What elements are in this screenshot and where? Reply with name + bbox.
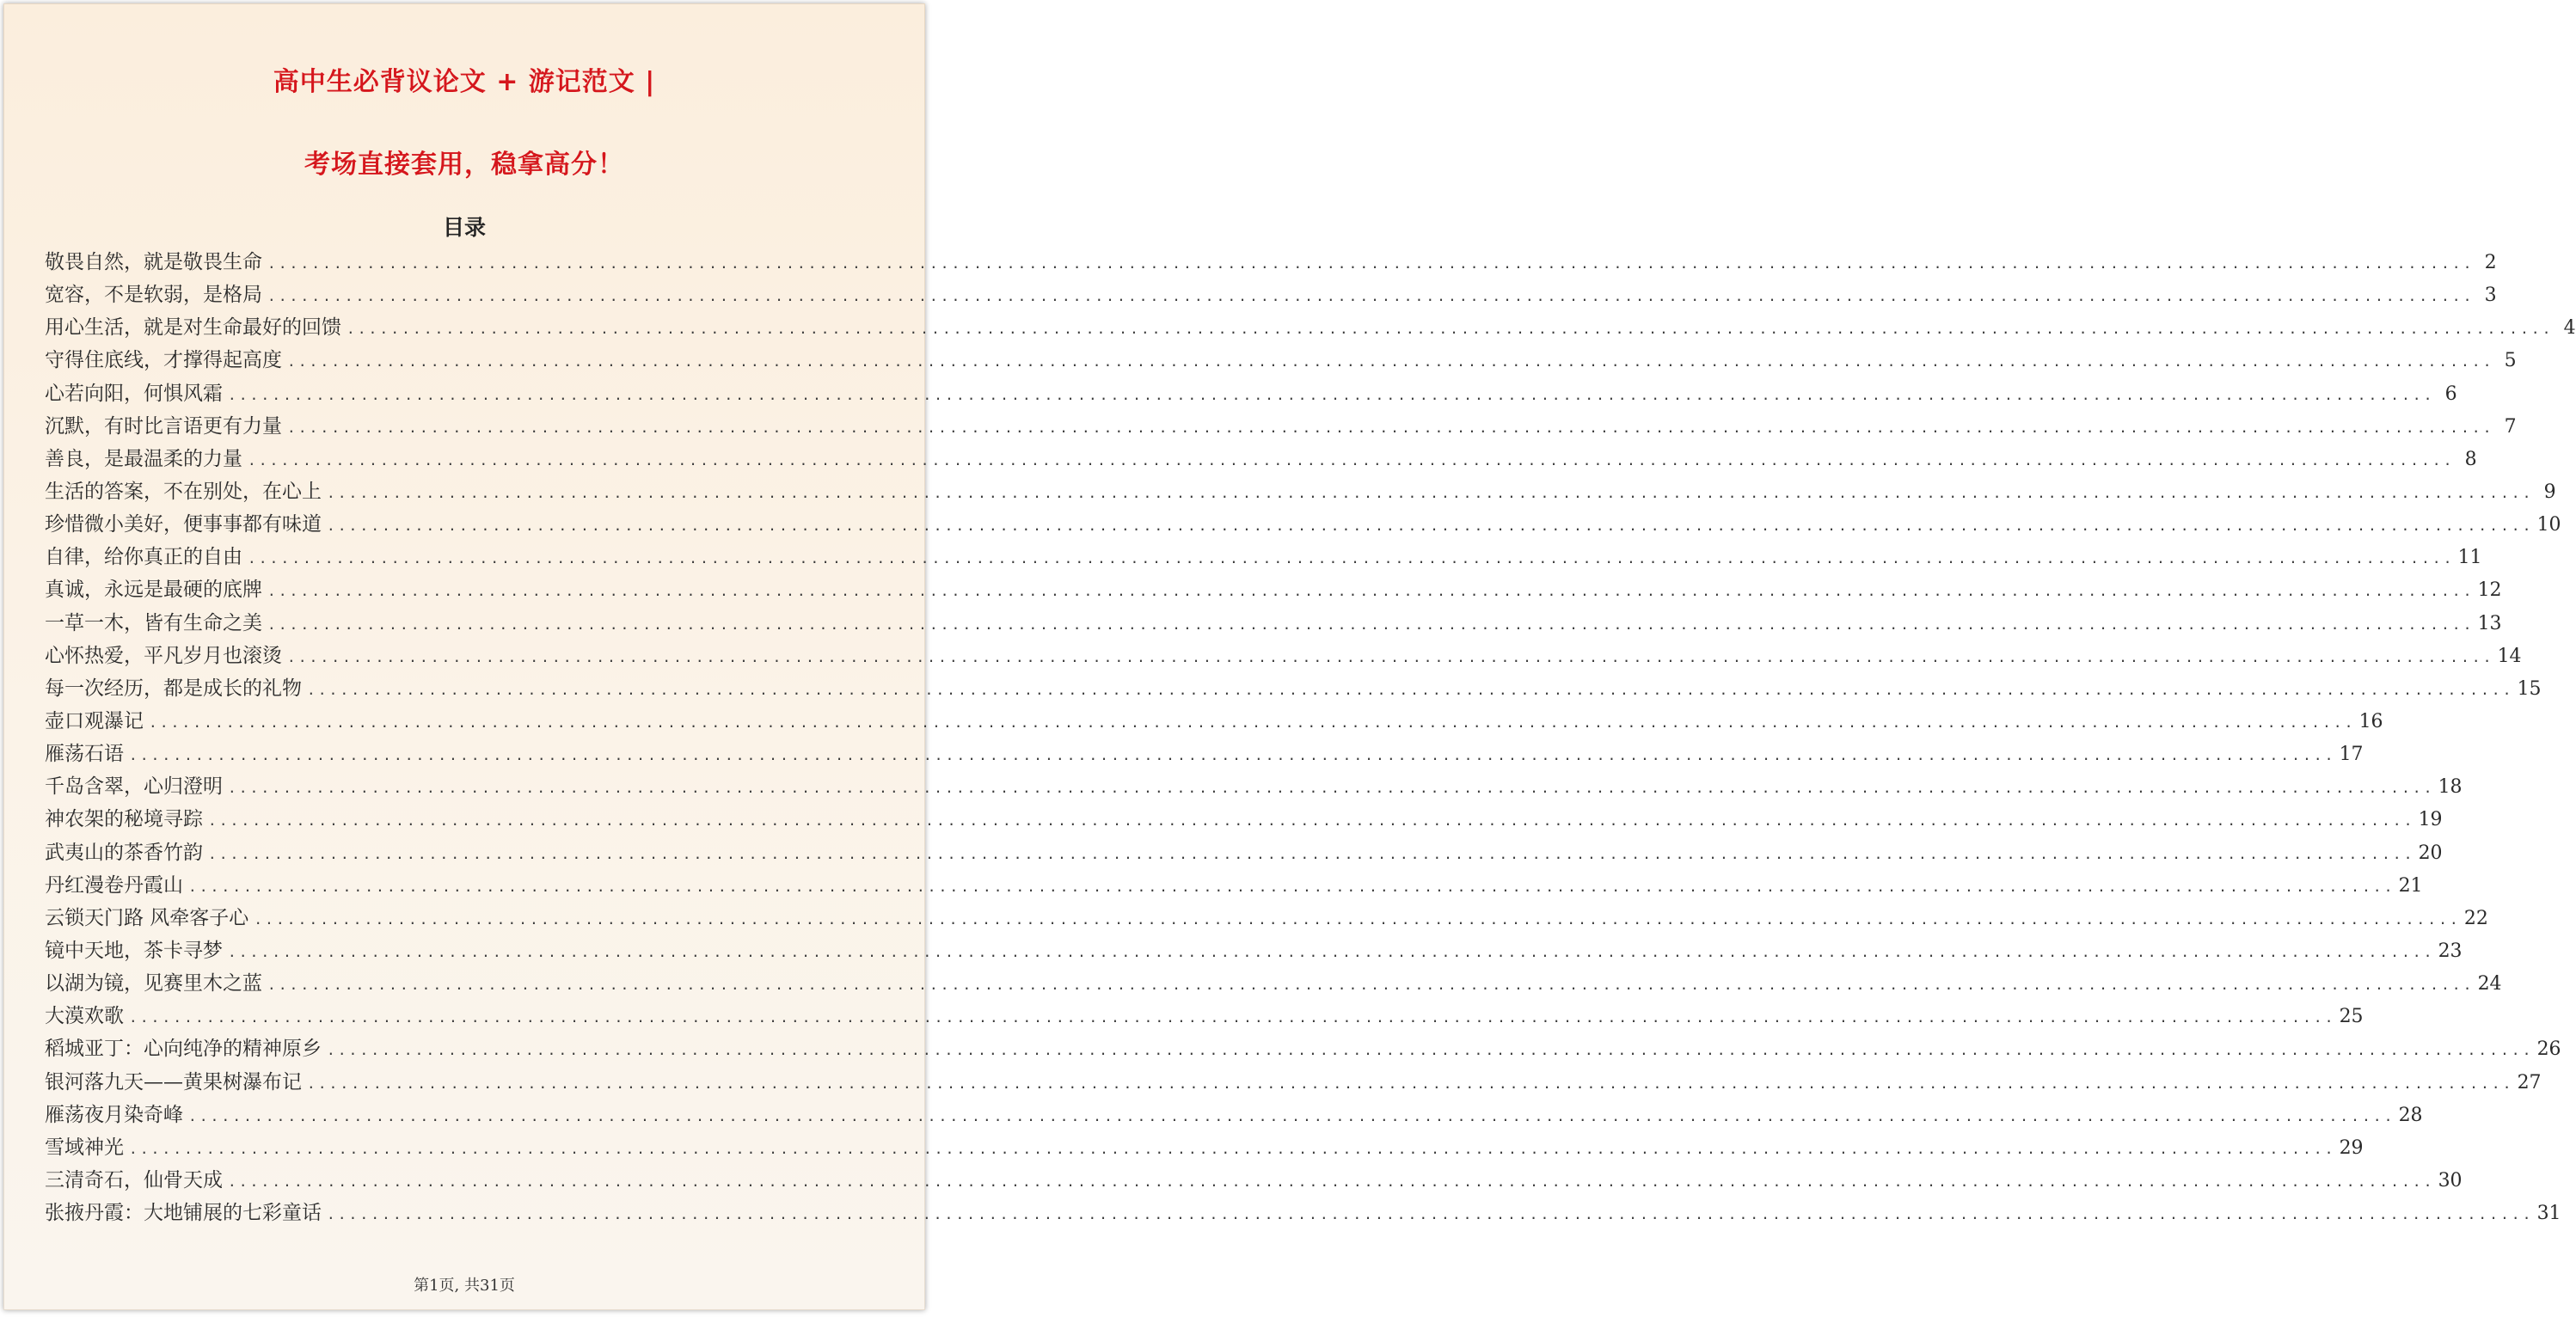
toc-entry[interactable] [45, 1197, 2561, 1229]
toc-entry-page-number: 9 [2543, 481, 2556, 503]
toc-dot-leader: ........................................................................................................................................................................................................ [228, 386, 2435, 403]
toc-entry-title: 大漠欢歌 [45, 1005, 124, 1028]
toc-entry-page-number: 27 [2517, 1071, 2542, 1093]
table-of-contents [45, 246, 2576, 1229]
toc-entry[interactable] [45, 311, 2576, 344]
toc-entry[interactable] [45, 869, 2423, 902]
toc-entry-page-number: 13 [2477, 612, 2502, 634]
toc-dot-leader: ........................................................................................................................................................................................................ [248, 451, 2455, 469]
toc-entry-title: 雪域神光 [45, 1136, 124, 1159]
toc-entry[interactable] [45, 377, 2457, 410]
toc-entry-title: 善良，是最温柔的力量 [45, 447, 242, 470]
toc-dot-leader: ........................................................................................................................................................................................................ [327, 1042, 2534, 1059]
toc-dot-leader: ........................................................................................................................................................................................................ [267, 583, 2475, 600]
toc-entry[interactable] [45, 640, 2522, 672]
toc-entry-page-number: 8 [2464, 448, 2477, 470]
toc-entry-title: 真诚，永远是最硬的底牌 [45, 579, 262, 602]
toc-dot-leader: ........................................................................................................................................................................................................ [248, 550, 2455, 567]
toc-dot-leader: ........................................................................................................................................................................................................ [188, 878, 2395, 895]
toc-entry-title: 每一次经历，都是成长的礼物 [45, 677, 302, 700]
toc-entry-title: 神农架的秘境寻踪 [45, 808, 203, 831]
toc-entry-title: 敬畏自然，就是敬畏生命 [45, 251, 262, 273]
toc-dot-leader: ........................................................................................................................................................................................................ [129, 747, 2336, 764]
toc-entry[interactable] [45, 902, 2488, 934]
toc-dot-leader: ........................................................................................................................................................................................................ [287, 419, 2494, 436]
toc-dot-leader: ........................................................................................................................................................................................................ [129, 1140, 2336, 1157]
toc-entry[interactable] [45, 246, 2497, 279]
toc-entry[interactable] [45, 1099, 2423, 1131]
toc-entry[interactable] [45, 607, 2502, 640]
toc-entry-title: 银河落九天——黄果树瀑布记 [45, 1070, 302, 1093]
toc-dot-leader: ........................................................................................................................................................................................................ [327, 1206, 2534, 1223]
toc-entry[interactable] [45, 967, 2502, 1000]
toc-entry[interactable] [45, 1066, 2542, 1099]
toc-entry-title: 用心生活，就是对生命最好的回馈 [45, 316, 341, 340]
toc-entry-page-number: 17 [2339, 744, 2364, 766]
toc-entry-page-number: 19 [2418, 809, 2443, 831]
document-title-line-2: 考场直接套用，稳拿高分！ [304, 150, 624, 180]
toc-entry-title: 宽容，不是软弱，是格局 [45, 284, 262, 307]
toc-entry-title: 镜中天地，茶卡寻梦 [45, 939, 223, 962]
toc-dot-leader: ........................................................................................................................................................................................................ [267, 288, 2475, 305]
toc-dot-leader: ........................................................................................................................................................................................................ [228, 1173, 2435, 1190]
toc-entry-page-number: 11 [2457, 547, 2482, 569]
toc-entry-title: 守得住底线，才撑得起高度 [45, 349, 282, 372]
toc-entry[interactable] [45, 344, 2517, 377]
toc-dot-leader: ........................................................................................................................................................................................................ [228, 780, 2435, 797]
toc-entry-page-number: 7 [2504, 415, 2517, 438]
toc-entry[interactable] [45, 279, 2497, 311]
toc-entry[interactable] [45, 738, 2364, 770]
toc-entry-title: 雁荡石语 [45, 743, 124, 766]
toc-entry[interactable] [45, 1032, 2561, 1065]
toc-entry[interactable] [45, 443, 2477, 475]
toc-entry-title: 珍惜微小美好，便事事都有味道 [45, 513, 322, 536]
toc-entry[interactable] [45, 803, 2443, 836]
toc-entry-page-number: 31 [2536, 1203, 2561, 1225]
document-title-line-1: 高中生必背议论文 + 游记范文 | [273, 67, 656, 97]
toc-entry-title: 云锁天门路 风牵客子心 [45, 906, 249, 929]
toc-heading: 目录 [442, 215, 486, 240]
toc-entry-page-number: 20 [2418, 842, 2443, 864]
toc-entry[interactable] [45, 475, 2556, 508]
toc-dot-leader: ........................................................................................................................................................................................................ [267, 977, 2475, 994]
toc-entry[interactable] [45, 836, 2443, 869]
toc-entry[interactable] [45, 672, 2542, 705]
toc-dot-leader: ........................................................................................................................................................................................................ [254, 910, 2461, 928]
toc-entry-title: 武夷山的茶香竹韵 [45, 841, 203, 864]
toc-entry-title: 心怀热爱，平凡岁月也滚烫 [45, 644, 282, 667]
toc-entry-page-number: 18 [2438, 776, 2463, 799]
toc-dot-leader: ........................................................................................................................................................................................................ [287, 648, 2494, 665]
toc-entry-title: 三清奇石，仙骨天成 [45, 1168, 223, 1191]
toc-entry[interactable] [45, 934, 2463, 967]
toc-entry-title: 一草一木，皆有生命之美 [45, 611, 262, 634]
toc-entry-page-number: 5 [2504, 350, 2517, 372]
toc-entry[interactable] [45, 1164, 2463, 1197]
toc-entry-title: 生活的答案，不在别处，在心上 [45, 480, 322, 503]
toc-entry[interactable] [45, 508, 2561, 541]
toc-entry-page-number: 24 [2477, 973, 2502, 995]
toc-entry-page-number: 21 [2398, 874, 2423, 897]
toc-entry-page-number: 2 [2484, 252, 2497, 273]
toc-dot-leader: ........................................................................................................................................................................................................ [307, 681, 2514, 698]
toc-dot-leader: ........................................................................................................................................................................................................ [287, 353, 2494, 371]
toc-dot-leader: ........................................................................................................................................................................................................ [129, 1009, 2336, 1026]
toc-dot-leader: ........................................................................................................................................................................................................ [208, 812, 2415, 830]
toc-entry-title: 壶口观瀑记 [45, 709, 144, 732]
toc-entry-page-number: 12 [2477, 579, 2502, 602]
toc-entry-page-number: 14 [2497, 645, 2522, 667]
toc-dot-leader: ........................................................................................................................................................................................................ [327, 484, 2534, 501]
toc-entry-title: 以湖为镜，见赛里木之蓝 [45, 972, 262, 995]
toc-entry-title: 沉默，有时比言语更有力量 [45, 414, 282, 438]
toc-entry[interactable] [45, 705, 2383, 738]
toc-dot-leader: ........................................................................................................................................................................................................ [188, 1107, 2395, 1124]
toc-entry[interactable] [45, 1131, 2364, 1164]
toc-dot-leader: ........................................................................................................................................................................................................ [307, 1075, 2514, 1092]
toc-entry-page-number: 15 [2517, 677, 2542, 700]
toc-entry[interactable] [45, 410, 2517, 443]
toc-dot-leader: ........................................................................................................................................................................................................ [228, 943, 2435, 960]
toc-dot-leader: ........................................................................................................................................................................................................ [267, 616, 2475, 633]
toc-entry-page-number: 28 [2398, 1104, 2423, 1126]
toc-entry-title: 丹红漫卷丹霞山 [45, 873, 183, 897]
toc-entry-title: 张掖丹霞：大地铺展的七彩童话 [45, 1202, 322, 1225]
toc-dot-leader: ........................................................................................................................................................................................................ [267, 255, 2475, 272]
toc-entry-title: 心若向阳，何惧风霜 [45, 382, 223, 405]
toc-dot-leader: ........................................................................................................................................................................................................ [149, 714, 2356, 731]
toc-entry-page-number: 4 [2563, 317, 2576, 340]
toc-entry-title: 千岛含翠，心归澄明 [45, 775, 223, 799]
document-page [3, 3, 2576, 1310]
toc-dot-leader: ........................................................................................................................................................................................................ [327, 518, 2534, 535]
toc-entry-page-number: 22 [2463, 907, 2488, 929]
toc-entry-title: 稻城亚丁：心向纯净的精神原乡 [45, 1038, 322, 1061]
toc-entry[interactable] [45, 1000, 2364, 1032]
toc-entry-page-number: 10 [2536, 514, 2561, 536]
toc-entry-title: 自律，给你真正的自由 [45, 546, 242, 569]
toc-entry-page-number: 16 [2358, 710, 2383, 732]
toc-entry-page-number: 26 [2536, 1038, 2561, 1061]
toc-entry[interactable] [45, 770, 2463, 803]
toc-entry-page-number: 6 [2444, 383, 2457, 405]
toc-entry-title: 雁荡夜月染奇峰 [45, 1103, 183, 1126]
toc-entry-page-number: 23 [2438, 940, 2463, 962]
toc-dot-leader: ........................................................................................................................................................................................................ [208, 845, 2415, 862]
toc-entry-page-number: 30 [2438, 1169, 2463, 1191]
toc-entry-page-number: 29 [2339, 1136, 2364, 1159]
toc-dot-leader: ........................................................................................................................................................................................................ [347, 321, 2554, 338]
page-footer: 第1页, 共31页 [414, 1277, 515, 1295]
toc-entry-page-number: 3 [2484, 285, 2497, 307]
toc-entry[interactable] [45, 541, 2482, 573]
toc-entry[interactable] [45, 573, 2502, 606]
toc-entry-page-number: 25 [2339, 1006, 2364, 1028]
